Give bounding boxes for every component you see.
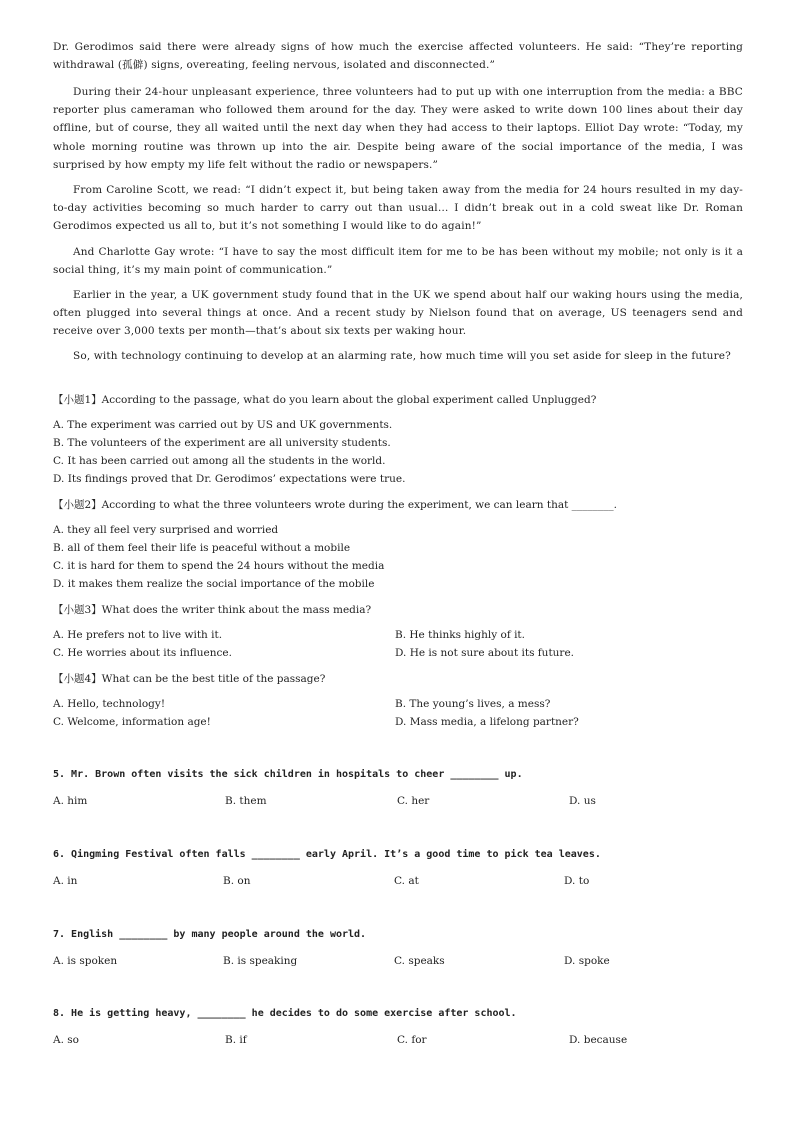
- question-7-option-b[interactable]: B. is speaking: [223, 955, 298, 967]
- question-3-stem: 【小题3】What does the writer think about the mass media?: [53, 604, 372, 616]
- question-6-option-b[interactable]: B. on: [223, 875, 251, 887]
- passage-paragraph: And Charlotte Gay wrote: “I have to say the most difficult item for me to be has been without my mobile; not only is it a social thing, it’s my main point of communication.”: [53, 246, 743, 277]
- question-1-option-a[interactable]: A. The experiment was carried out by US and UK governments.: [53, 419, 393, 431]
- question-8-option-c[interactable]: C. for: [397, 1034, 427, 1046]
- question-2-option-a[interactable]: A. they all feel very surprised and worried: [53, 524, 279, 536]
- question-2-option-c[interactable]: C. it is hard for them to spend the 24 hours without the media: [53, 560, 385, 572]
- question-8-option-a[interactable]: A. so: [53, 1034, 79, 1046]
- question-1-option-b[interactable]: B. The volunteers of the experiment are all university students.: [53, 437, 391, 449]
- question-8-option-b[interactable]: B. if: [225, 1034, 247, 1046]
- question-3-option-c[interactable]: C. He worries about its influence.: [53, 647, 232, 659]
- passage-paragraph: Dr. Gerodimos said there were already signs of how much the exercise affected volunteers. He said: “They’re reporting withdrawal (孤僻) signs, overeating, feeling nervous, isolated and disconnected.”: [53, 41, 743, 72]
- question-4-option-d[interactable]: D. Mass media, a lifelong partner?: [395, 716, 579, 728]
- passage-paragraph: From Caroline Scott, we read: “I didn’t expect it, but being taken away from the media for 24 hours resulted in my day-to-day activities becoming so much harder to carry out than usual… I didn’t break out in a cold sweat like Dr. Roman Gerodimos expected us all to, but it’s not something I would like to do again!”: [53, 184, 743, 233]
- question-4-option-a[interactable]: A. Hello, technology!: [53, 698, 166, 710]
- question-2-stem: 【小题2】According to what the three volunteers wrote during the experiment, we can learn that ________.: [53, 499, 618, 511]
- question-6-option-d[interactable]: D. to: [564, 875, 590, 887]
- question-1-stem: 【小题1】According to the passage, what do you learn about the global experiment called Unplugged?: [53, 394, 597, 406]
- question-1-option-d[interactable]: D. Its findings proved that Dr. Gerodimos’ expectations were true.: [53, 473, 406, 485]
- question-8-option-d[interactable]: D. because: [569, 1034, 628, 1046]
- question-4-stem: 【小题4】What can be the best title of the passage?: [53, 673, 326, 685]
- question-6-option-a[interactable]: A. in: [53, 875, 78, 887]
- question-3-option-b[interactable]: B. He thinks highly of it.: [395, 629, 525, 641]
- question-1-option-c[interactable]: C. It has been carried out among all the students in the world.: [53, 455, 386, 467]
- question-7-option-d[interactable]: D. spoke: [564, 955, 610, 967]
- question-2-option-b[interactable]: B. all of them feel their life is peaceful without a mobile: [53, 542, 351, 554]
- question-6-stem: 6. Qingming Festival often falls ________ early April. It’s a good time to pick tea leaves.: [53, 849, 601, 860]
- question-4-option-b[interactable]: B. The young’s lives, a mess?: [395, 698, 551, 710]
- question-4-option-c[interactable]: C. Welcome, information age!: [53, 716, 211, 728]
- passage-paragraph: Earlier in the year, a UK government study found that in the UK we spend about half our waking hours using the media, often plugged into several things at once. And a recent study by Nielson found that on average, US teenagers send and receive over 3,000 texts per month—that’s about six texts per waking hour.: [53, 289, 743, 338]
- question-5-option-b[interactable]: B. them: [225, 795, 267, 807]
- question-5-option-a[interactable]: A. him: [53, 795, 88, 807]
- question-6-option-c[interactable]: C. at: [394, 875, 419, 887]
- question-5-option-c[interactable]: C. her: [397, 795, 430, 807]
- passage-paragraph: So, with technology continuing to develop at an alarming rate, how much time will you set aside for sleep in the future?: [73, 350, 731, 362]
- question-2-option-d[interactable]: D. it makes them realize the social importance of the mobile: [53, 578, 375, 590]
- question-7-option-a[interactable]: A. is spoken: [53, 955, 118, 967]
- question-7-stem: 7. English ________ by many people around the world.: [53, 929, 367, 940]
- question-8-stem: 8. He is getting heavy, ________ he decides to do some exercise after school.: [53, 1008, 517, 1019]
- question-7-option-c[interactable]: C. speaks: [394, 955, 445, 967]
- passage-paragraph: During their 24-hour unpleasant experience, three volunteers had to put up with one interruption from the media: a BBC reporter plus cameraman who followed them around for the day. They were asked to write down 100 lines about their day offline, but of course, they all waited until the next day when they had access to their laptops. Elliot Day wrote: “Today, my whole morning routine was thrown up into the air. Despite being aware of the social importance of the media, I was surprised by how empty my life felt without the radio or newspapers.”: [53, 86, 743, 171]
- question-5-stem: 5. Mr. Brown often visits the sick children in hospitals to cheer ________ up.: [53, 769, 523, 780]
- question-5-option-d[interactable]: D. us: [569, 795, 596, 807]
- question-3-option-d[interactable]: D. He is not sure about its future.: [395, 647, 575, 659]
- question-3-option-a[interactable]: A. He prefers not to live with it.: [53, 629, 223, 641]
